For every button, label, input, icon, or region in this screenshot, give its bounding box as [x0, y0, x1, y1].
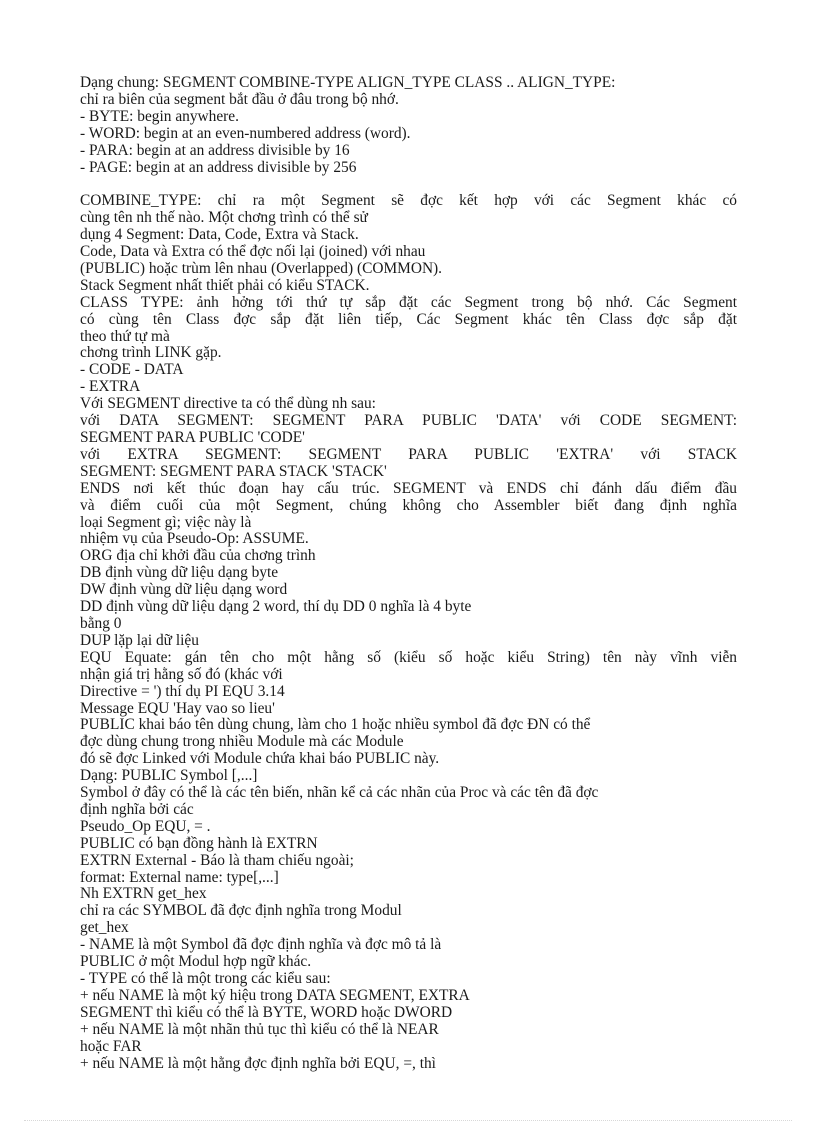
text-line: - NAME là một Symbol đã đợc định nghĩa và đợc mô tả là	[80, 936, 442, 954]
text-line: ENDS nơi kết thúc đoạn hay cấu trúc. SEGMENT và ENDS chỉ đánh dấu điểm đầu	[80, 479, 737, 497]
text-line: - CODE - DATA	[80, 361, 184, 379]
text-line: - PAGE: begin at an address divisible by 256	[80, 158, 357, 176]
text-line: cùng tên nh thế nào. Một chơng trình có thể sử	[80, 209, 368, 227]
page-bottom-rule	[24, 1120, 792, 1121]
text-line: chỉ ra biên của segment bắt đầu ở đâu trong bộ nhớ.	[80, 90, 399, 108]
text-line: EQU Equate: gán tên cho một hằng số (kiểu số hoặc kiểu String) tên này vĩnh viễn	[80, 648, 737, 666]
text-line: có cùng tên Class đợc sắp đặt liên tiếp, Các Segment khác tên Class đợc sắp đặt	[80, 310, 737, 328]
text-line: + nếu NAME là một ký hiệu trong DATA SEGMENT, EXTRA	[80, 986, 470, 1004]
text-line: bằng 0	[80, 614, 122, 632]
text-line: SEGMENT: SEGMENT PARA STACK 'STACK'	[80, 462, 387, 480]
text-line: Nh EXTRN get_hex	[80, 885, 207, 903]
text-line: + nếu NAME là một hằng đợc định nghĩa bởi EQU, =, thì	[80, 1054, 436, 1072]
text-line: đó sẽ đợc Linked với Module chứa khai báo PUBLIC này.	[80, 750, 440, 768]
text-line: PUBLIC có bạn đồng hành là EXTRN	[80, 834, 318, 852]
text-line: loại Segment gì; việc này là	[80, 513, 252, 531]
text-line: Symbol ở đây có thể là các tên biến, nhãn kể cả các nhãn của Proc và các tên đã đợc	[80, 784, 599, 802]
text-line: với DATA SEGMENT: SEGMENT PARA PUBLIC 'DATA' với CODE SEGMENT:	[80, 412, 737, 430]
text-line: COMBINE_TYPE: chỉ ra một Segment sẽ đợc kết hợp với các Segment khác có	[80, 192, 737, 210]
text-line: PUBLIC khai báo tên dùng chung, làm cho 1 hoặc nhiều symbol đã đợc ĐN có thể	[80, 716, 591, 734]
text-line: Message EQU 'Hay vao so lieu'	[80, 699, 275, 717]
text-line: + nếu NAME là một nhãn thủ tục thì kiểu có thể là NEAR	[80, 1020, 439, 1038]
text-line: chơng trình LINK gặp.	[80, 344, 222, 362]
text-line: đợc dùng chung trong nhiều Module mà các Module	[80, 733, 404, 751]
text-line: Stack Segment nhất thiết phải có kiểu STACK.	[80, 276, 370, 294]
text-line: DUP lặp lại dữ liệu	[80, 631, 199, 649]
text-line: EXTRN External - Báo là tham chiếu ngoài;	[80, 851, 354, 869]
text-line: DB định vùng dữ liệu dạng byte	[80, 564, 279, 582]
text-line: dụng 4 Segment: Data, Code, Extra và Stack.	[80, 226, 359, 244]
text-line: Directive = ') thí dụ PI EQU 3.14	[80, 682, 285, 700]
text-line: Dạng: PUBLIC Symbol [,...]	[80, 767, 258, 785]
text-line: get_hex	[80, 919, 129, 937]
text-line: hoặc FAR	[80, 1037, 142, 1055]
text-line: CLASS TYPE: ảnh hởng tới thứ tự sắp đặt các Segment trong bộ nhớ. Các Segment	[80, 293, 737, 311]
text-line: - EXTRA	[80, 378, 141, 396]
text-line: DD định vùng dữ liệu dạng 2 word, thí dụ DD 0 nghĩa là 4 byte	[80, 598, 472, 616]
text-line: với EXTRA SEGMENT: SEGMENT PARA PUBLIC 'EXTRA' với STACK	[80, 445, 737, 463]
text-line: - PARA: begin at an address divisible by 16	[80, 141, 350, 159]
text-line: (PUBLIC) hoặc trùm lên nhau (Overlapped) (COMMON).	[80, 259, 443, 277]
text-line: PUBLIC ở một Modul hợp ngữ khác.	[80, 953, 312, 971]
text-line: định nghĩa bởi các	[80, 800, 194, 818]
text-line: chỉ ra các SYMBOL đã đợc định nghĩa trong Modul	[80, 902, 402, 920]
text-line: Dạng chung: SEGMENT COMBINE-TYPE ALIGN_TYPE CLASS .. ALIGN_TYPE:	[80, 74, 616, 91]
text-line: - TYPE có thể là một trong các kiểu sau:	[80, 970, 331, 988]
text-line: DW định vùng dữ liệu dạng word	[80, 581, 288, 599]
text-line: Pseudo_Op EQU, = .	[80, 817, 211, 835]
text-line: format: External name: type[,...]	[80, 868, 279, 886]
document-body	[80, 75, 737, 1072]
text-line: nhiệm vụ của Pseudo-Op: ASSUME.	[80, 530, 309, 548]
blank-line	[80, 176, 737, 193]
text-line: SEGMENT thì kiểu có thể là BYTE, WORD hoặc DWORD	[80, 1003, 453, 1021]
text-line: theo thứ tự mà	[80, 327, 170, 345]
text-line: - WORD: begin at an even-numbered address (word).	[80, 124, 411, 142]
text-line: - BYTE: begin anywhere.	[80, 107, 239, 125]
text-line: nhận giá trị hằng số đó (khác với	[80, 665, 283, 683]
text-line: Với SEGMENT directive ta có thể dùng nh sau:	[80, 395, 376, 413]
text-line: và điểm cuối của một Segment, chúng không cho Assembler biết đang định nghĩa	[80, 496, 737, 514]
text-line: ORG địa chỉ khởi đầu của chơng trình	[80, 547, 316, 565]
text-line: Code, Data và Extra có thể đợc nối lại (joined) với nhau	[80, 243, 426, 261]
text-line: SEGMENT PARA PUBLIC 'CODE'	[80, 429, 305, 447]
